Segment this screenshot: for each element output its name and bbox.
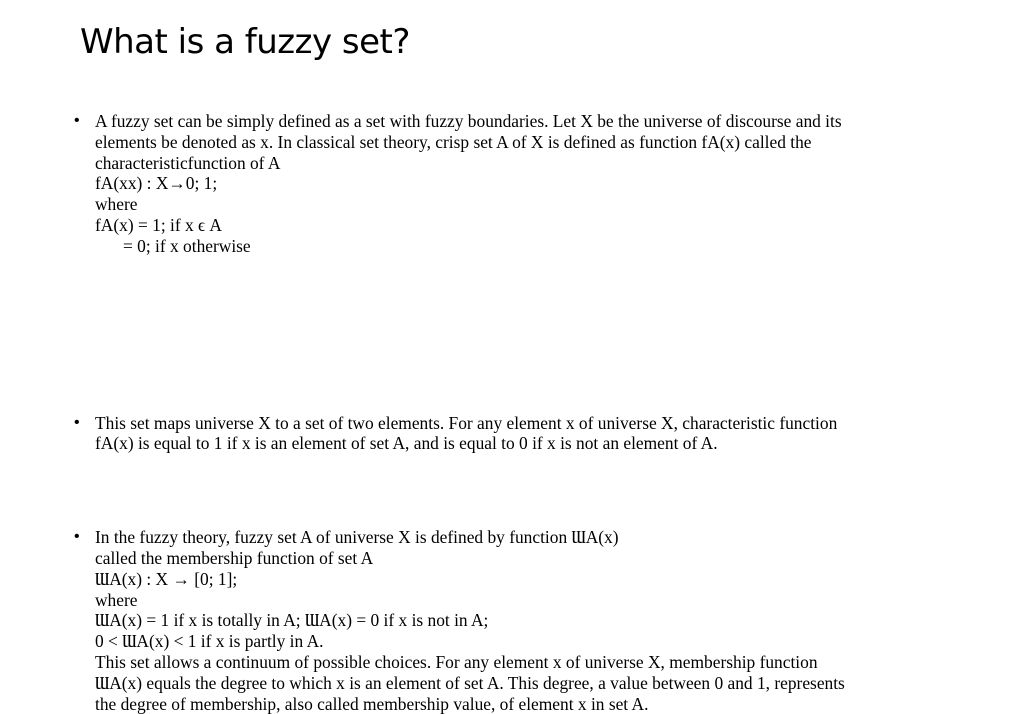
text-line: This set allows a continuum of possible choices. For any element x of universe X, membership function (95, 651, 818, 672)
slide-title: What is a fuzzy set? (80, 22, 410, 62)
bullet-mark: • (74, 413, 80, 431)
bullet-characteristic-function (74, 413, 965, 455)
formula-line: 0 < ƜA(x) < 1 if x is partly in A. (95, 631, 324, 652)
bullet-mark: • (74, 528, 80, 546)
text-line: elements be denoted as x. In classical set theory, crisp set A of X is defined as function fA(x) called the (95, 131, 812, 152)
text-line: A fuzzy set can be simply defined as a set with fuzzy boundaries. Let X be the universe of discourse and its (95, 111, 842, 131)
text-line: called the membership function of set A (95, 547, 374, 568)
formula-line: ƜA(x) : X → [0; 1]; (95, 568, 238, 589)
text-line: fA(x) is equal to 1 if x is an element of set A, and is equal to 0 if x is not an element of A. (95, 433, 718, 454)
text-line: In the fuzzy theory, fuzzy set A of universe X is defined by function ƜA(x) (95, 527, 619, 548)
text-line: This set maps universe X to a set of two elements. For any element x of universe X, characteristic function (95, 412, 838, 433)
text-line: the degree of membership, also called membership value, of element x in set A. (95, 693, 649, 714)
text-line: where (95, 589, 138, 610)
bullet-classical-set (74, 111, 965, 257)
formula-line: = 0; if x otherwise (123, 235, 251, 256)
text-line: ƜA(x) equals the degree to which x is an element of set A. This degree, a value between 0 and 1, represents (95, 672, 845, 693)
text-line: characteristicfunction of A (95, 152, 281, 173)
bullet-mark: • (74, 112, 80, 129)
bullet-fuzzy-set (74, 527, 965, 714)
formula-line: ƜA(x) = 1 if x is totally in A; ƜA(x) = 0 if x is not in A; (95, 610, 489, 631)
formula-line: fA(x) = 1; if x ϵ A (95, 214, 222, 235)
formula-line: fA(xx) : X→0; 1; (95, 173, 218, 194)
text-line: where (95, 194, 138, 215)
